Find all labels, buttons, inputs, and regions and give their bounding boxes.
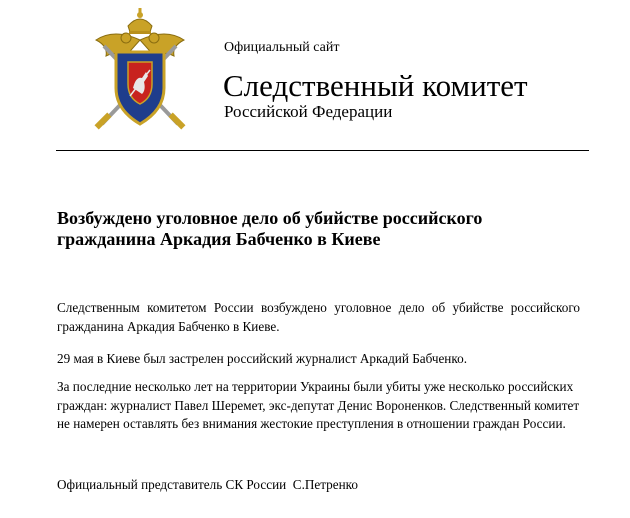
org-title: Следственный комитет <box>223 68 528 103</box>
investigative-committee-emblem-icon <box>84 6 196 138</box>
signature: Официальный представитель СК России С.Петренко <box>57 477 359 492</box>
crown-icon <box>128 8 152 34</box>
org-subtitle: Российской Федерации <box>224 102 393 121</box>
paragraph-line: граждан: журналист Павел Шеремет, экс-депутат Денис Вороненков. Следственный комитет <box>57 397 580 413</box>
site-label: Официальный сайт <box>224 40 340 55</box>
paragraph-line: не намерен оставлять без внимания жестокие преступления в отношении граждан России. <box>57 416 566 431</box>
article-paragraph: 29 мая в Киеве был застрелен российский журналист Аркадий Бабченко. <box>57 351 467 366</box>
headline-line: Возбуждено уголовное дело об убийстве российского <box>57 208 483 228</box>
headline-line: гражданина Аркадия Бабченко в Киеве <box>57 229 381 249</box>
paragraph-line: За последние несколько лет на территории Украины были убиты уже несколько российских <box>57 379 574 394</box>
header-divider <box>56 150 589 151</box>
article-headline <box>57 208 597 250</box>
article-paragraph: Следственным комитетом России возбуждено уголовное дело об убийстве российского гражданина Аркадия Бабченко в Киеве. <box>57 300 580 334</box>
article-paragraph <box>57 378 580 434</box>
